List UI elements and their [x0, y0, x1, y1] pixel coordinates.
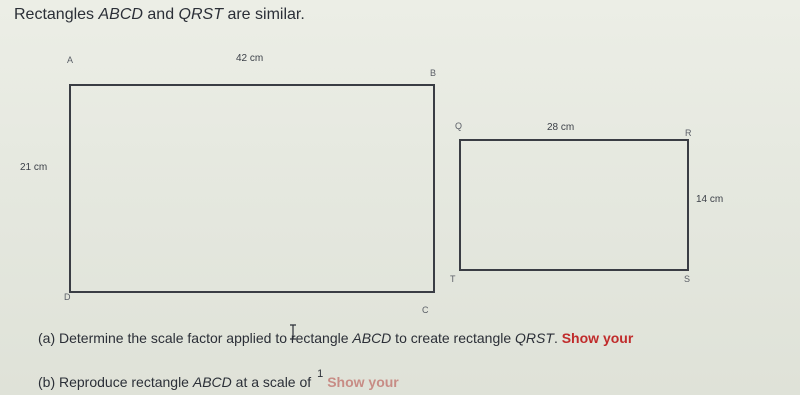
question-a: (a) Determine the scale factor applied to rectangle ABCD to create rectangle QRST. Show your: [38, 330, 634, 346]
rectangle-abcd: [69, 84, 435, 293]
vertex-c-label: C: [422, 305, 429, 315]
show-work-instruction-b: Show your: [327, 374, 399, 390]
scale-fraction-numerator: 1: [317, 368, 324, 380]
vertex-d-label: D: [64, 292, 71, 302]
question-b: (b) Reproduce rectangle ABCD at a scale of 1 Show your: [38, 368, 399, 390]
vertex-q-label: Q: [455, 121, 463, 131]
rectangle-qrst: [459, 139, 689, 271]
vertex-s-label: S: [684, 274, 691, 284]
vertex-a-label: A: [67, 55, 74, 65]
vertex-r-label: R: [685, 128, 692, 138]
rect-name-qrst: QRST: [178, 6, 223, 23]
rect-name-abcd: ABCD: [98, 6, 143, 23]
abcd-width-label: 42 cm: [236, 53, 264, 64]
vertex-t-label: T: [450, 274, 456, 284]
abcd-height-label: 21 cm: [20, 162, 48, 173]
qrst-height-label: 14 cm: [696, 194, 724, 205]
problem-statement: Rectangles ABCD and QRST are similar.: [14, 6, 305, 23]
qrst-width-label: 28 cm: [547, 122, 575, 133]
show-work-instruction-a: Show your: [561, 330, 634, 346]
vertex-b-label: B: [430, 68, 437, 78]
